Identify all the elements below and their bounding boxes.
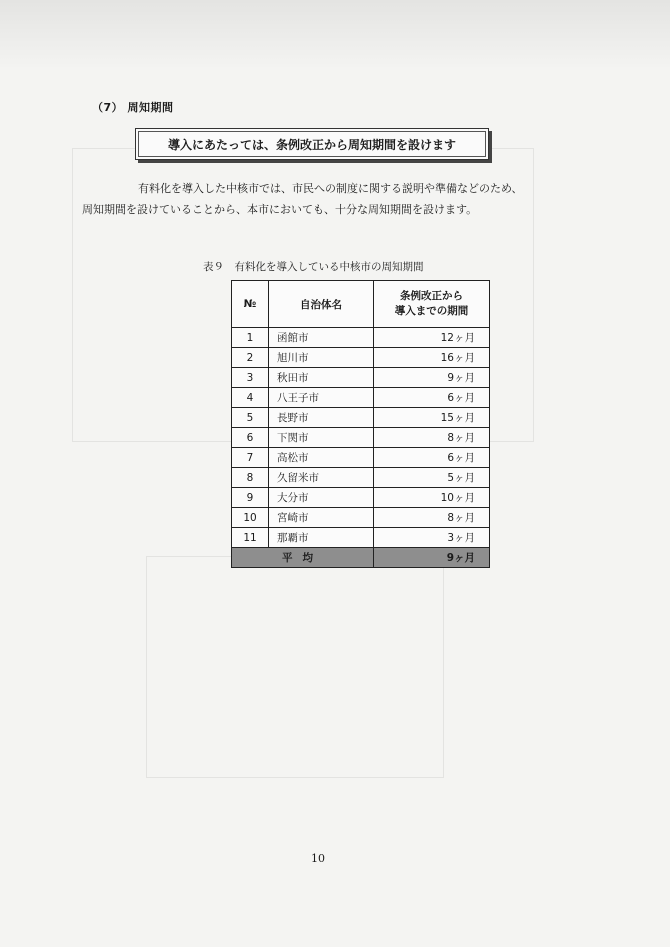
row-city: 長野市 bbox=[269, 408, 374, 428]
table-body bbox=[232, 328, 490, 568]
row-city: 久留米市 bbox=[269, 468, 374, 488]
table-caption: 表９ 有料化を導入している中核市の周知期間 bbox=[203, 261, 424, 273]
table-row bbox=[232, 528, 490, 548]
row-period: 6ヶ月 bbox=[374, 388, 490, 408]
body-line-1: 有料化を導入した中核市では、市民への制度に関する説明や準備などのため、 bbox=[138, 182, 523, 195]
row-city: 秋田市 bbox=[269, 368, 374, 388]
bleed-through-table-bottom bbox=[146, 556, 444, 778]
row-no: 2 bbox=[232, 348, 269, 368]
page-number: 10 bbox=[311, 852, 325, 865]
table-row bbox=[232, 468, 490, 488]
row-period: 6ヶ月 bbox=[374, 448, 490, 468]
header-city: 自治体名 bbox=[269, 281, 374, 328]
row-period: 15ヶ月 bbox=[374, 408, 490, 428]
header-period bbox=[374, 281, 490, 328]
row-city: 那覇市 bbox=[269, 528, 374, 548]
row-city: 函館市 bbox=[269, 328, 374, 348]
scan-shadow bbox=[0, 0, 670, 70]
table-row bbox=[232, 508, 490, 528]
row-no: 6 bbox=[232, 428, 269, 448]
average-row bbox=[232, 548, 490, 568]
row-period: 3ヶ月 bbox=[374, 528, 490, 548]
header-period-text: 条例改正から 導入までの期間 bbox=[394, 290, 469, 317]
row-city: 八王子市 bbox=[269, 388, 374, 408]
row-no: 3 bbox=[232, 368, 269, 388]
row-period: 16ヶ月 bbox=[374, 348, 490, 368]
table-row bbox=[232, 408, 490, 428]
average-label: 平均 bbox=[232, 548, 374, 568]
row-city: 高松市 bbox=[269, 448, 374, 468]
row-city: 下関市 bbox=[269, 428, 374, 448]
table-row bbox=[232, 328, 490, 348]
row-no: 7 bbox=[232, 448, 269, 468]
row-city: 大分市 bbox=[269, 488, 374, 508]
table-row bbox=[232, 368, 490, 388]
row-period: 10ヶ月 bbox=[374, 488, 490, 508]
row-no: 10 bbox=[232, 508, 269, 528]
table-row bbox=[232, 388, 490, 408]
row-period: 8ヶ月 bbox=[374, 428, 490, 448]
table-row bbox=[232, 348, 490, 368]
row-city: 宮崎市 bbox=[269, 508, 374, 528]
row-period: 12ヶ月 bbox=[374, 328, 490, 348]
notice-period-table bbox=[231, 280, 490, 568]
row-no: 1 bbox=[232, 328, 269, 348]
callout-text: 導入にあたっては、条例改正から周知期間を設けます bbox=[138, 131, 486, 157]
row-no: 5 bbox=[232, 408, 269, 428]
callout-box bbox=[135, 128, 489, 160]
body-line-2: 周知期間を設けていることから、本市においても、十分な周知期間を設けます。 bbox=[82, 203, 478, 216]
row-no: 11 bbox=[232, 528, 269, 548]
table-row bbox=[232, 428, 490, 448]
body-paragraph bbox=[82, 178, 590, 220]
table-row bbox=[232, 488, 490, 508]
row-no: 9 bbox=[232, 488, 269, 508]
table-row bbox=[232, 448, 490, 468]
row-period: 9ヶ月 bbox=[374, 368, 490, 388]
row-period: 5ヶ月 bbox=[374, 468, 490, 488]
section-heading: （7） 周知期間 bbox=[92, 101, 174, 114]
row-no: 4 bbox=[232, 388, 269, 408]
header-no: № bbox=[232, 281, 269, 328]
row-no: 8 bbox=[232, 468, 269, 488]
average-period: 9ヶ月 bbox=[374, 548, 490, 568]
row-city: 旭川市 bbox=[269, 348, 374, 368]
row-period: 8ヶ月 bbox=[374, 508, 490, 528]
